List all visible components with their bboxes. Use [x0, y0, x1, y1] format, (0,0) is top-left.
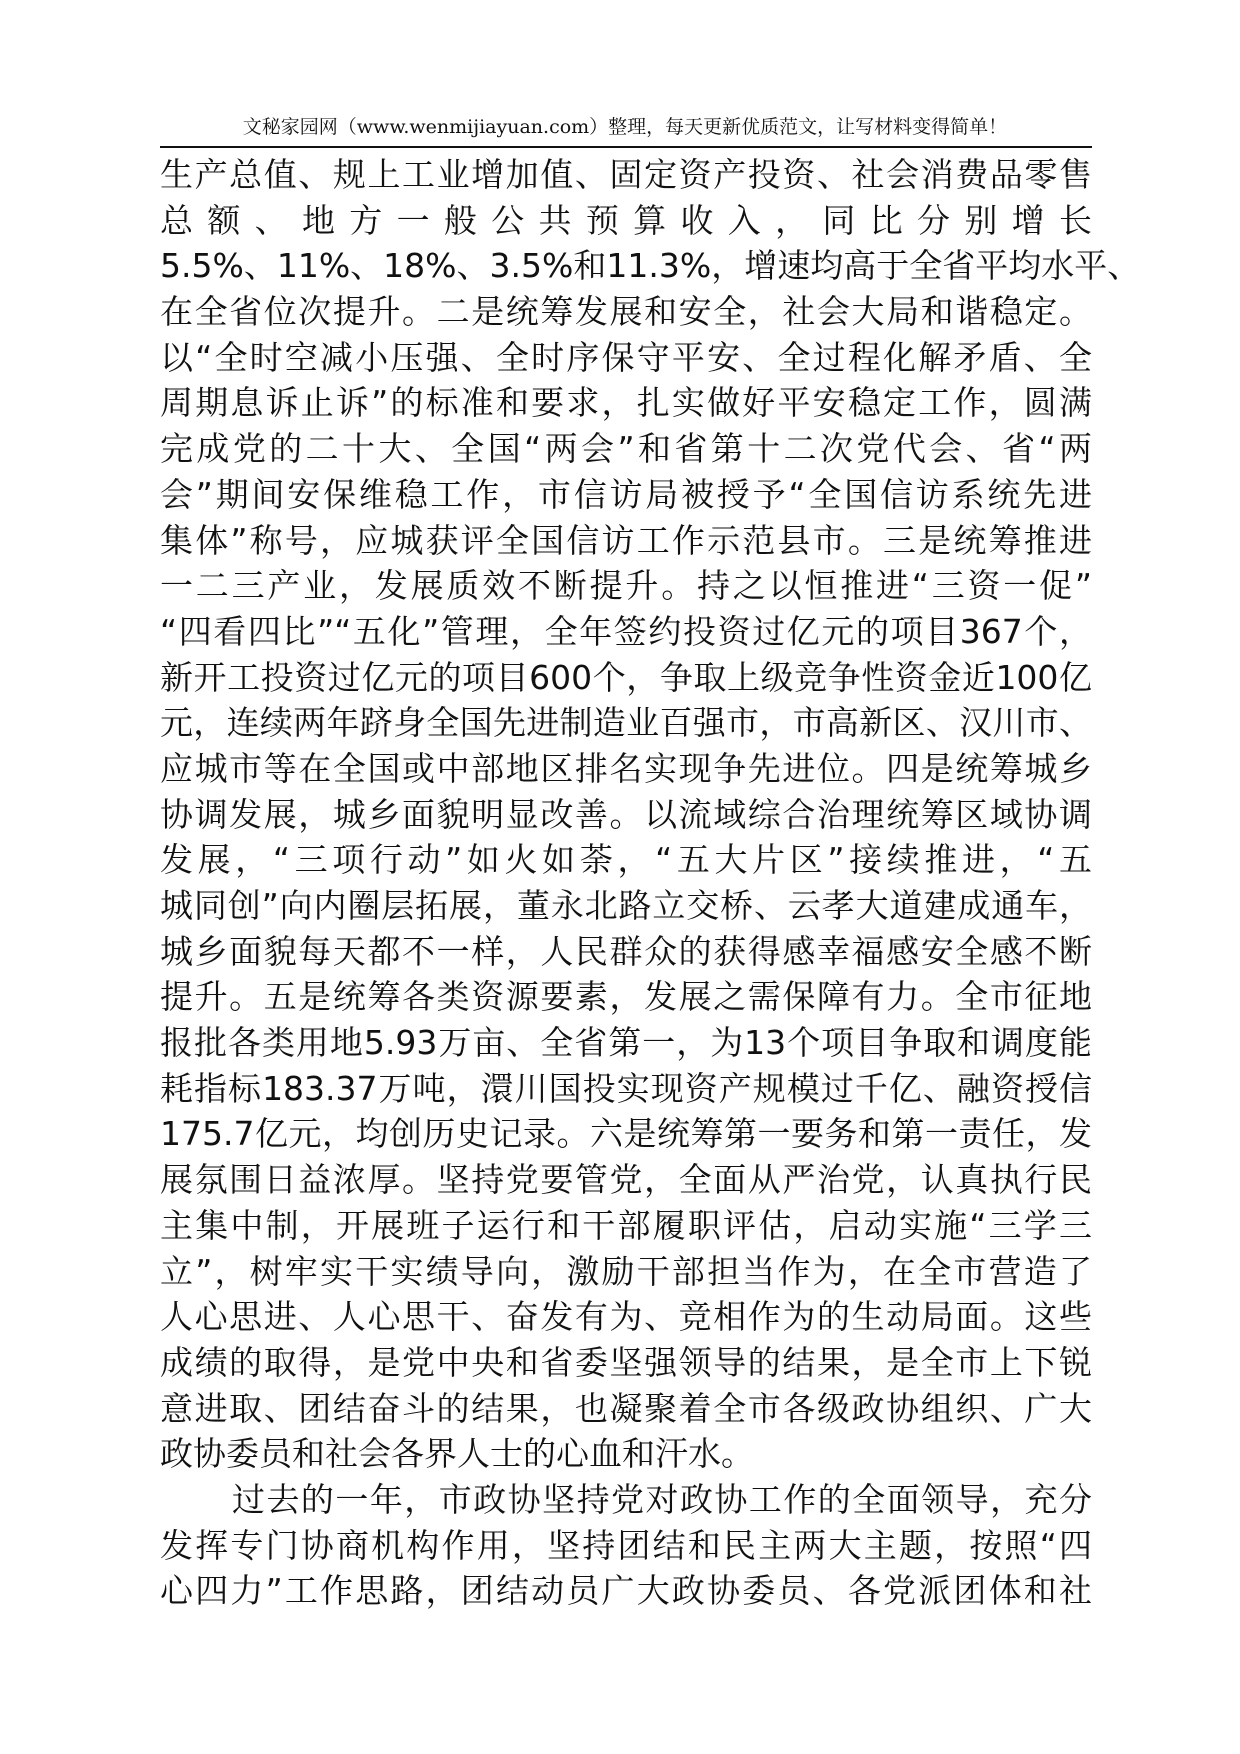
paragraph-line: 提升。五是统筹各类资源要素，发展之需保障有力。全市征地 — [160, 977, 1092, 1017]
paragraph-line: 完成党的二十大、全国“两会”和省第十二次党代会、省“两 — [160, 429, 1092, 469]
paragraph-line: 意进取、团结奋斗的结果，也凝聚着全市各级政协组织、广大 — [160, 1388, 1092, 1428]
paragraph-line: 以“全时空减小压强、全时序保守平安、全过程化解矛盾、全 — [160, 337, 1092, 377]
paragraph-line: 政协委员和社会各界人士的心血和汗水。 — [160, 1434, 754, 1474]
paragraph-line: 成绩的取得，是党中央和省委坚强领导的结果，是全市上下锐 — [160, 1342, 1092, 1382]
header-divider — [160, 146, 1092, 148]
paragraph-line: 城乡面貌每天都不一样，人民群众的获得感幸福感安全感不断 — [160, 931, 1092, 971]
paragraph-line: 总额、地方一般公共预算收入，同比分别增长 — [160, 200, 1092, 240]
paragraph-line: 过去的一年，市政协坚持党对政协工作的全面领导，充分 — [232, 1479, 1092, 1519]
paragraph-line: 主集中制，开展班子运行和干部履职评估，启动实施“三学三 — [160, 1205, 1092, 1245]
paragraph-line: 报批各类用地5.93万亩、全省第一，为13个项目争取和调度能 — [160, 1023, 1092, 1063]
paragraph-line: 人心思进、人心思干、奋发有为、竞相作为的生动局面。这些 — [160, 1297, 1092, 1337]
paragraph-line: 一二三产业，发展质效不断提升。持之以恒推进“三资一促” — [160, 566, 1092, 606]
paragraph-line: 城同创”向内圈层拓展，董永北路立交桥、云孝大道建成通车， — [160, 886, 1092, 925]
paragraph-line: 生产总值、规上工业增加值、固定资产投资、社会消费品零售 — [160, 155, 1092, 194]
paragraph-line: 在全省位次提升。二是统筹发展和安全，社会大局和谐稳定。 — [160, 292, 1092, 332]
paragraph-line: 会”期间安保维稳工作，市信访局被授予“全国信访系统先进 — [160, 474, 1092, 514]
paragraph-line: 周期息诉止诉”的标准和要求，扎实做好平安稳定工作，圆满 — [160, 383, 1092, 423]
paragraph-line: 集体”称号，应城获评全国信访工作示范县市。三是统筹推进 — [160, 520, 1092, 560]
paragraph-line: 元，连续两年跻身全国先进制造业百强市，市高新区、汉川市、 — [160, 703, 1092, 743]
paragraph-line: 展氛围日益浓厚。坚持党要管党，全面从严治党，认真执行民 — [160, 1160, 1092, 1200]
paragraph-line: 立”，树牢实干实绩导向，激励干部担当作为，在全市营造了 — [160, 1251, 1092, 1291]
paragraph-line: 耗指标183.37万吨，澴川国投实现资产规模过千亿、融资授信 — [160, 1068, 1092, 1108]
paragraph-line: 175.7亿元，均创历史记录。六是统筹第一要务和第一责任，发 — [160, 1114, 1092, 1154]
paragraph-line: 发挥专门协商机构作用，坚持团结和民主两大主题，按照“四 — [160, 1525, 1092, 1565]
paragraph-line: 心四力”工作思路，团结动员广大政协委员、各党派团体和社 — [160, 1571, 1092, 1611]
paragraph-line: 协调发展，城乡面貌明显改善。以流域综合治理统筹区域协调 — [160, 794, 1092, 834]
paragraph-line: “四看四比”“五化”管理，全年签约投资过亿元的项目367个， — [160, 611, 1092, 651]
paragraph-line: 新开工投资过亿元的项目600个，争取上级竞争性资金近100亿 — [160, 657, 1092, 697]
paragraph-line: 5.5%、11%、18%、3.5%和11.3%，增速均高于全省平均水平、 — [160, 246, 1141, 286]
document-body — [160, 152, 1141, 1614]
page-header: 文秘家园网（www.wenmijiayuan.com）整理，每天更新优质范文，让写材料变得简单！ — [242, 116, 1008, 138]
paragraph-line: 发展，“三项行动”如火如荼，“五大片区”接续推进，“五 — [160, 840, 1092, 880]
paragraph-line: 应城市等在全国或中部地区排名实现争先进位。四是统筹城乡 — [160, 748, 1092, 788]
